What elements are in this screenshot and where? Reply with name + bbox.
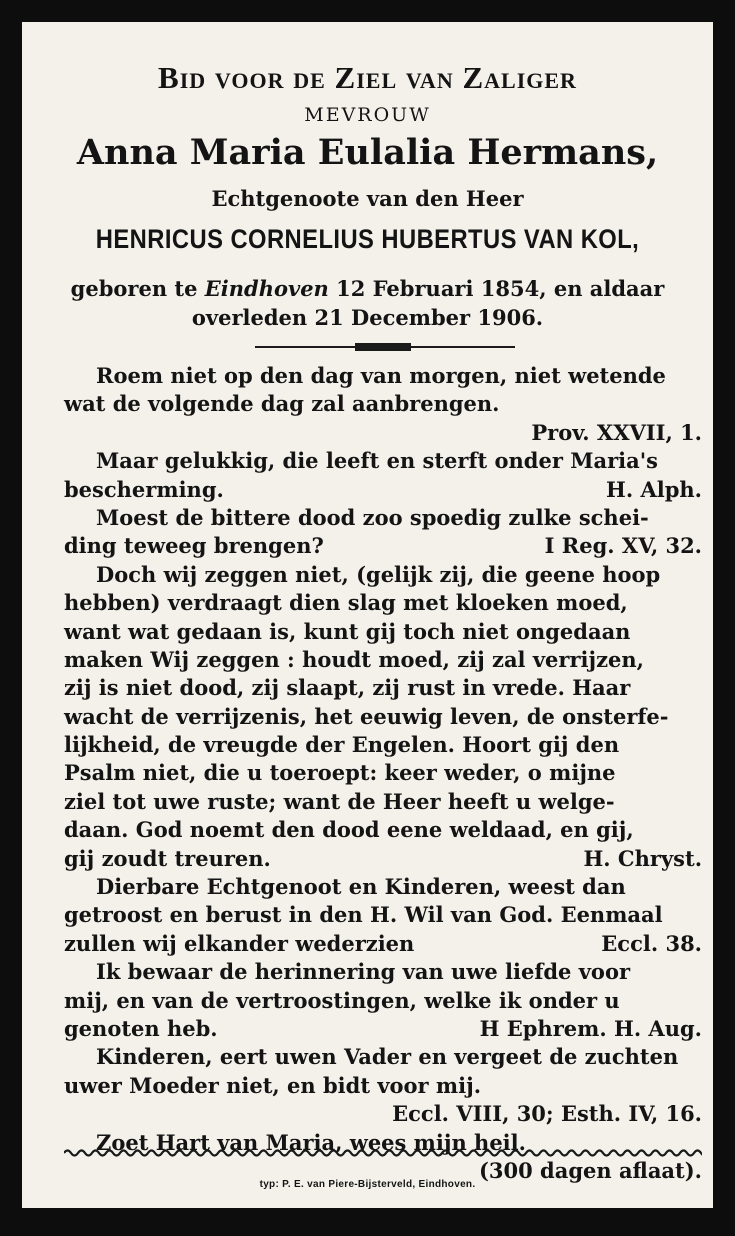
spouse-intro: Echtgenoote van den Heer xyxy=(211,186,524,211)
text-line: Roem niet op den dag van morgen, niet wetende xyxy=(96,363,666,388)
text-line: genoten heb. H Ephrem. H. Aug. xyxy=(64,1015,702,1043)
spouse-name: HENRICUS CORNELIUS HUBERTUS VAN KOL, xyxy=(95,224,640,254)
text-line: Maar gelukkig, die leeft en sterft onder Maria's xyxy=(96,448,658,474)
text-line: wacht de verrijzenis, het eeuwig leven, de onsterfe- xyxy=(64,703,669,729)
citation: H. Alph. xyxy=(606,476,702,502)
birth-place: Eindhoven xyxy=(204,276,329,301)
wavy-rule xyxy=(64,1146,702,1160)
text-line: wat de volgende dag zal aanbrengen. xyxy=(64,391,500,417)
death-line: overleden 21 December 1906. xyxy=(191,305,544,330)
birth-death-info xyxy=(22,274,713,332)
text-line: mij, en van de vertroostingen, welke ik onder u xyxy=(64,987,620,1013)
text-line: getroost en berust in den H. Wil van God. Eenmaal xyxy=(64,902,663,928)
text-line: zullen wij elkander wederzien Eccl. 38. xyxy=(64,930,702,958)
text-line: lijkheid, de vreugde der Engelen. Hoort gij den xyxy=(64,732,620,758)
text-line: ziel tot uwe ruste; want de Heer heeft u welge- xyxy=(64,788,615,814)
citation: Eccl. 38. xyxy=(601,930,702,956)
deceased-name: Anna Maria Eulalia Hermans, xyxy=(76,132,659,173)
text-line: uwer Moeder niet, en bidt voor mij. xyxy=(64,1072,482,1098)
citation: H. Chryst. xyxy=(583,845,702,871)
salutation: MEVROUW xyxy=(304,104,431,126)
indulgence-note: (300 dagen aflaat). xyxy=(478,1157,702,1183)
text-line: Kinderen, eert uwen Vader en vergeet de zuchten xyxy=(96,1044,679,1070)
text-line: ding teweeg brengen? I Reg. XV, 32. xyxy=(64,532,702,560)
memorial-card xyxy=(22,22,713,1208)
birth-line: geboren te Eindhoven 12 Februari 1854, en aldaar xyxy=(70,276,665,301)
text-line: want wat gedaan is, kunt gij toch niet ongedaan xyxy=(64,618,631,644)
text-line: Psalm niet, die u toeroept: keer weder, o mijne xyxy=(64,760,616,786)
card-title: Bid voor de Ziel van Zaliger xyxy=(158,60,577,95)
prayer-text xyxy=(64,362,702,1185)
text-line: Doch wij zeggen niet, (gelijk zij, die geene hoop xyxy=(96,561,661,587)
text-line: daan. God noemt den dood eene weldaad, en gij, xyxy=(64,817,634,843)
text-line: hebben) verdraagt dien slag met kloeken moed, xyxy=(64,590,628,616)
text-line: Ik bewaar de herinnering van uwe liefde voor xyxy=(96,959,631,985)
citation: Prov. XXVII, 1. xyxy=(531,419,702,445)
citation: I Reg. XV, 32. xyxy=(544,533,702,559)
text-line xyxy=(64,1100,702,1128)
text-line: maken Wij zeggen : houdt moed, zij zal verrijzen, xyxy=(64,646,644,672)
text-line: Dierbare Echtgenoot en Kinderen, weest dan xyxy=(96,874,626,900)
text-line: gij zoudt treuren. H. Chryst. xyxy=(64,845,702,873)
ornament-divider-center xyxy=(355,343,411,351)
citation: Eccl. VIII, 30; Esth. IV, 16. xyxy=(392,1101,702,1127)
citation: H Ephrem. H. Aug. xyxy=(479,1015,702,1041)
printer-credit: typ: P. E. van Piere-Bijsterveld, Eindhoven. xyxy=(259,1179,476,1190)
text-line: zij is niet dood, zij slaapt, zij rust in vrede. Haar xyxy=(64,675,631,701)
text-line: Zoet Hart van Maria, wees mijn heil. xyxy=(96,1129,526,1155)
text-line: bescherming. H. Alph. xyxy=(64,476,702,504)
text-line: Moest de bittere dood zoo spoedig zulke schei- xyxy=(96,504,649,530)
text-line xyxy=(64,419,702,447)
